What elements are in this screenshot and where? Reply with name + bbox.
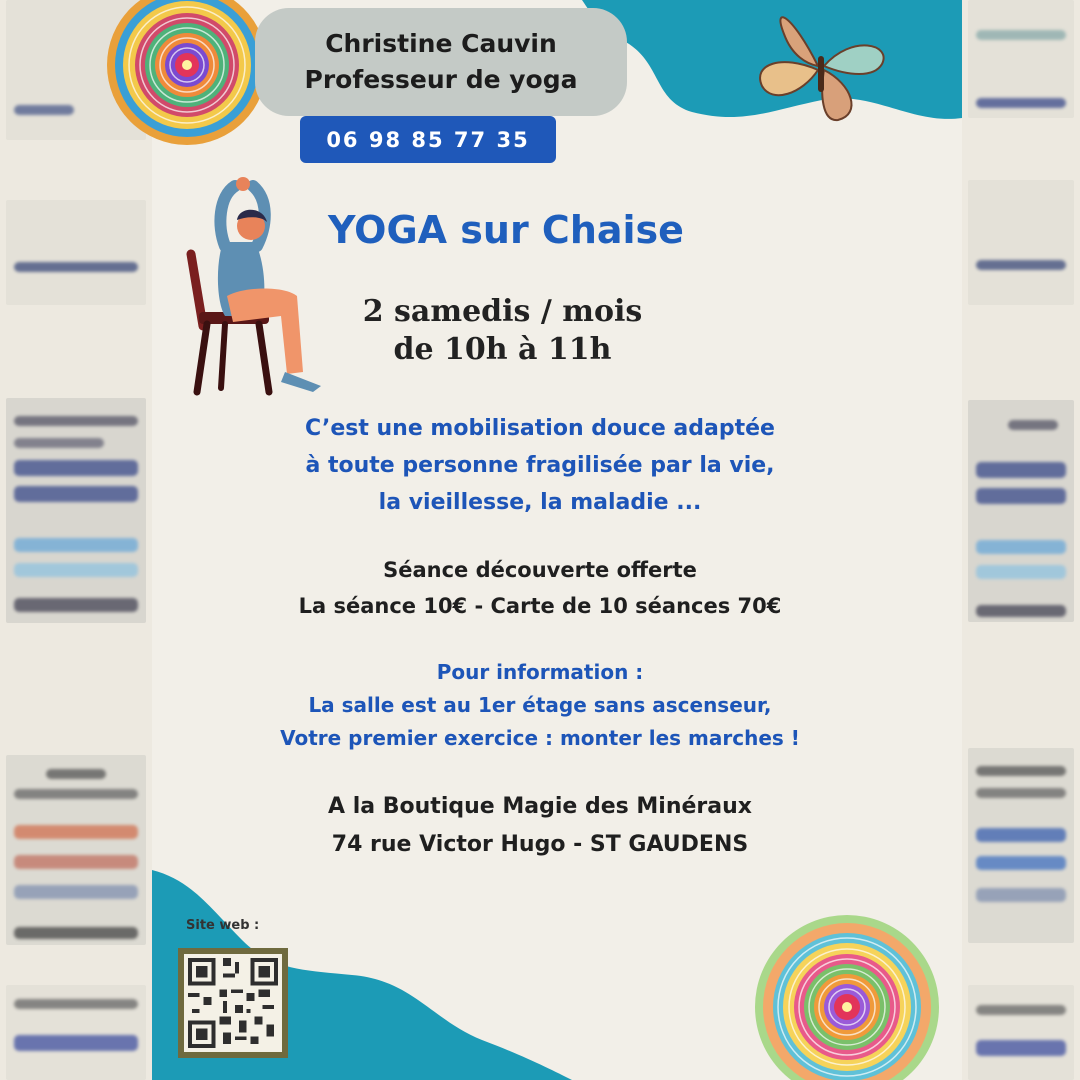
site-label: Site web : [186, 918, 260, 933]
venue-name: A la Boutique Magie des Minéraux [328, 794, 752, 819]
collage-tile [968, 180, 1074, 305]
page-title: YOGA sur Chaise [328, 208, 684, 252]
collage-tile [6, 398, 146, 623]
collage-tile [6, 985, 146, 1080]
collage-tile [968, 985, 1074, 1080]
collage-tile [968, 748, 1074, 943]
phone-number[interactable]: 06 98 85 77 35 [300, 116, 556, 163]
left-collage [0, 0, 152, 1080]
chair-yoga-illustration [185, 176, 335, 398]
teacher-role: Professeur de yoga [304, 65, 578, 94]
description-line: la vieillesse, la maladie ... [378, 490, 702, 515]
price-text: La séance 10€ - Carte de 10 séances 70€ [298, 594, 782, 618]
teacher-name: Christine Cauvin [325, 29, 557, 58]
name-badge [255, 8, 627, 116]
address [200, 788, 880, 864]
mandala-icon [104, 0, 270, 148]
mandala-icon [752, 912, 942, 1080]
pricing [200, 552, 880, 624]
qr-code-icon[interactable] [178, 948, 288, 1058]
schedule-frequency: 2 samedis / mois [362, 294, 643, 329]
collage-tile [6, 755, 146, 945]
collage-tile [6, 200, 146, 305]
collage-tile [968, 400, 1074, 622]
info-line: La salle est au 1er étage sans ascenseur, [308, 693, 772, 717]
free-trial-text: Séance découverte offerte [383, 558, 697, 582]
right-collage [962, 0, 1080, 1080]
butterfly-icon [752, 4, 892, 126]
description [200, 410, 880, 521]
info-heading: Pour information : [436, 660, 644, 684]
street-address: 74 rue Victor Hugo - ST GAUDENS [331, 832, 749, 857]
description-line: C’est une mobilisation douce adaptée [305, 416, 775, 441]
description-line: à toute personne fragilisée par la vie, [305, 453, 775, 478]
collage-tile [968, 0, 1074, 118]
information [200, 656, 880, 755]
schedule-time: de 10h à 11h [393, 332, 612, 367]
info-line: Votre premier exercice : monter les marches ! [280, 726, 800, 750]
schedule [330, 293, 675, 369]
